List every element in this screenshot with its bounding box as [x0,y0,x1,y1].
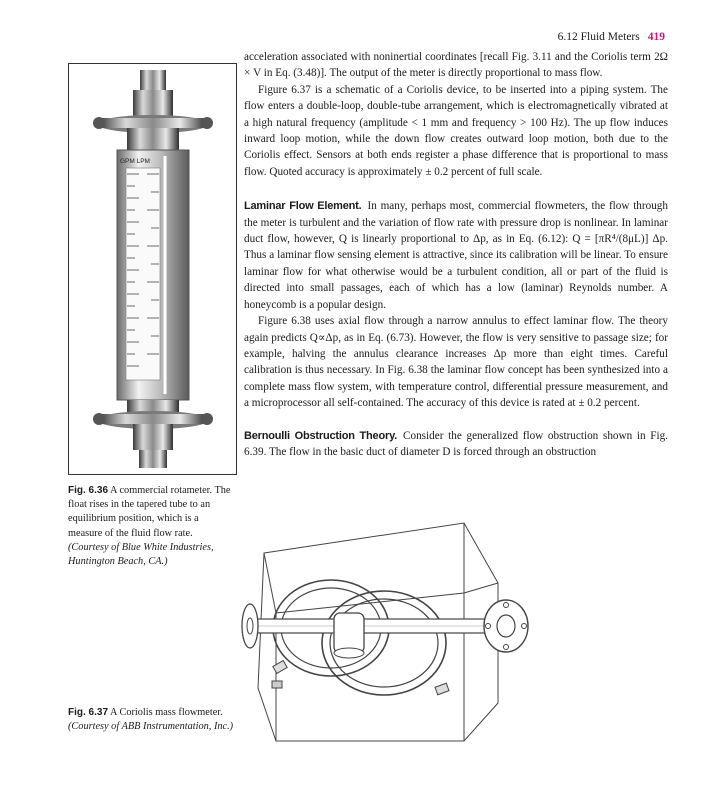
fig-6-37-label: Fig. 6.37 [68,707,109,718]
fig-6-37-credit: (Courtesy of ABB Instrumentation, Inc.) [68,721,234,733]
paragraph-text: Consider the generalized flow obstruction shown in Fig. 6.39. The flow in the basic duct of diameter D is forced through an obstruction [244,429,668,458]
section-heading-bernoulli: Bernoulli Obstruction Theory. [244,429,398,442]
fig-6-36-caption [68,484,234,569]
paragraph-laminar [244,198,668,313]
rotameter-image [69,64,236,474]
paragraph: Figure 6.37 is a schematic of a Coriolis device, to be inserted into a piping system. The flow enters a double-loop, double-tube arrangement, which is electromagnetically vibrated at a high natural frequency (amplitude < 1 mm and frequency > 100 Hz). The up flow induces inward loop motion, while the down flow creates outward loop motion, both due to the Coriolis effect. Sensors at both ends register a phase difference that is proportional to mass flow. Quoted accuracy is approximately ± 0.2 percent of full scale. [244,83,668,178]
coriolis-meter-image [236,513,536,753]
paragraph: Figure 6.38 uses axial flow through a narrow annulus to effect laminar flow. The theory again predicts Q∝Δp, as in Eq. (6.73). However, the flow is very sensitive to passage size; for example, halving the annulus clearance increases Δp more than eight times. Careful calibration is thus necessary. In Fig. 6.38 the laminar flow concept has been synthesized into a complete mass flow system, with temperature control, differential pressure measurement, and a microprocessor all self-contained. The accuracy of this device is rated at ± 0.2 percent. [244,315,668,410]
body-text [244,49,668,460]
fig-6-36-photo [68,63,237,475]
rotameter-scale-units: GPM LPM [120,158,150,165]
page-number: 419 [647,31,665,43]
section-heading-laminar: Laminar Flow Element. [244,200,362,213]
running-head-section: 6.12 Fluid Meters [557,31,640,43]
paragraph: acceleration associated with noninertial coordinates [recall Fig. 3.11 and the Coriolis term 2Ω × V in Eq. (3.48)]. The output of the meter is directly proportional to mass flow. [244,51,668,80]
fig-6-37-caption [68,706,234,734]
fig-6-36-label: Fig. 6.36 [68,485,109,496]
fig-6-36-credit: (Courtesy of Blue White Industries, Huntington Beach, CA.) [68,541,214,568]
running-head [558,31,665,43]
paragraph-bernoulli [244,428,668,461]
fig-6-37-drawing [236,513,536,758]
fig-6-36-text: A commercial rotameter. The float rises in the tapered tube to an equilibrium position, which is a measure of the fluid flow rate. [68,485,231,539]
paragraph-text: In many, perhaps most, commercial flowmeters, the flow through the meter is turbulent and the variation of flow rate with pressure drop is nonlinear. In laminar duct flow, however, Q is linearly proportional to Δp, as in Eq. (6.12): Q = [πR⁴/(8μL)] Δp. Thus a laminar flow sensing element is attractive, since its calibration will be linear. To ensure laminar flow for what otherwise would be a turbulent condition, all or part of the fluid is directed into small passages, each of which has a low (laminar) Reynolds number. A honeycomb is a popular design. [244,200,668,311]
fig-6-37-text: A Coriolis mass flowmeter. [110,707,223,718]
